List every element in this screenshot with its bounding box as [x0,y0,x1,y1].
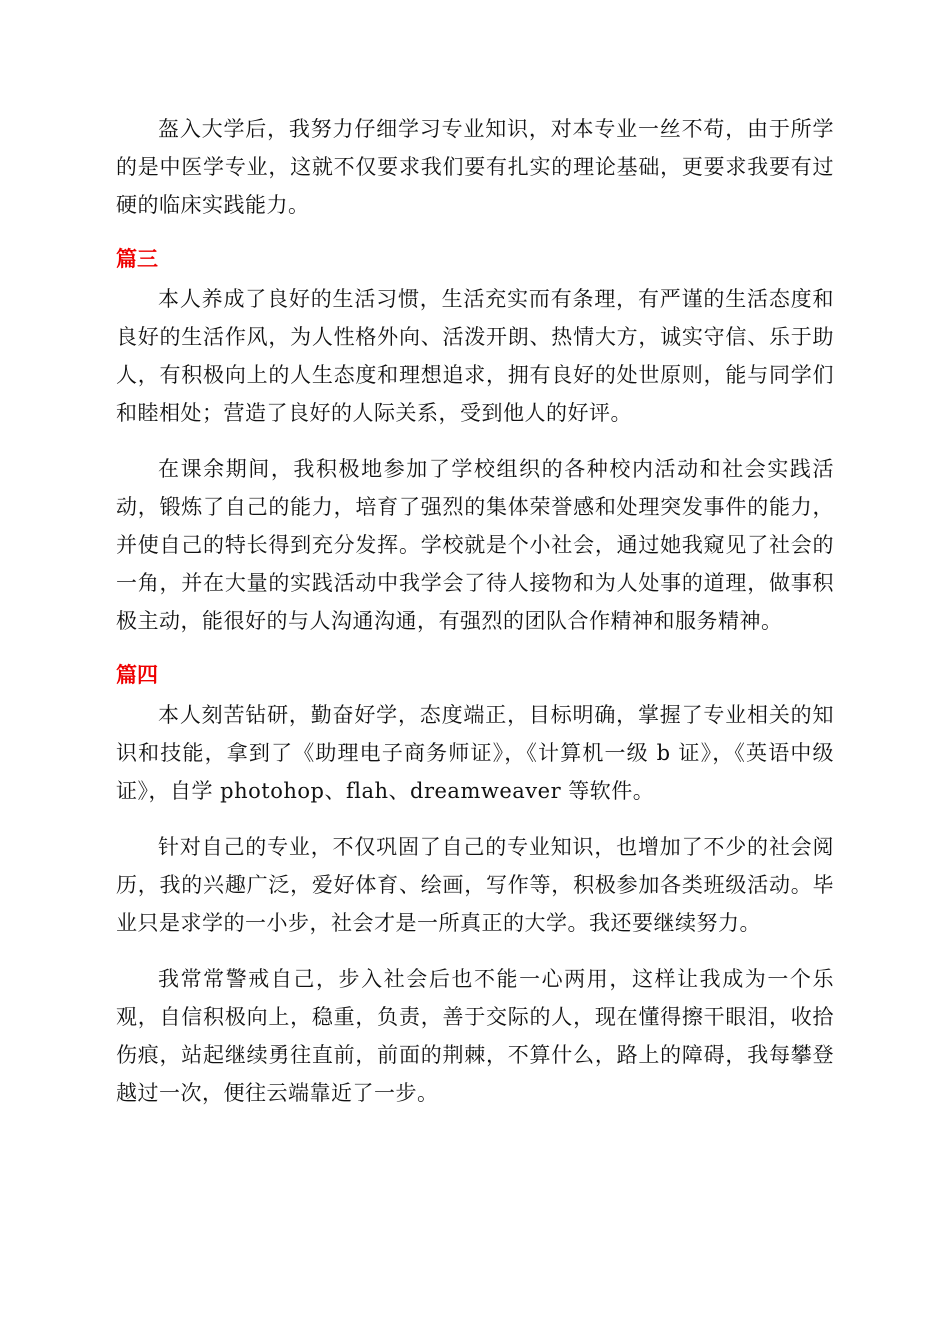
section-heading-3: 篇三 [116,247,158,271]
section-heading-4: 篇四 [116,663,158,687]
paragraph: 盔入大学后，我努力仔细学习专业知识，对本专业一丝不苟，由于所学的是中医学专业，这就不仅要求我们要有扎实的理论基础，更要求我要有过硬的临床实践能力。 [116,117,834,217]
document-body [116,110,834,1130]
paragraph: 本人刻苦钻研，勤奋好学，态度端正，目标明确，掌握了专业相关的知识和技能，拿到了《助理电子商务师证》，《计算机一级 b 证》，《英语中级证》，自学 photohop、flah、dreamweaver 等软件。 [116,703,834,803]
paragraph: 我常常警戒自己，步入社会后也不能一心两用，这样让我成为一个乐观，自信积极向上，稳重，负责，善于交际的人，现在懂得擦干眼泪，收拾伤痕，站起继续勇往直前，前面的荆棘，不算什么，路上的障碍，我每攀登越过一次，便往云端靠近了一步。 [116,967,834,1105]
paragraph: 在课余期间，我积极地参加了学校组织的各种校内活动和社会实践活动，锻炼了自己的能力，培育了强烈的集体荣誉感和处理突发事件的能力，并使自己的特长得到充分发挥。学校就是个小社会，通过她我窥见了社会的一角，并在大量的实践活动中我学会了待人接物和为人处事的道理，做事积极主动，能很好的与人沟通沟通，有强烈的团队合作精神和服务精神。 [116,457,834,633]
paragraph: 本人养成了良好的生活习惯，生活充实而有条理，有严谨的生活态度和良好的生活作风，为人性格外向、活泼开朗、热情大方，诚实守信、乐于助人，有积极向上的人生态度和理想追求，拥有良好的处世原则，能与同学们和睦相处；营造了良好的人际关系，受到他人的好评。 [116,287,834,425]
paragraph: 针对自己的专业，不仅巩固了自己的专业知识，也增加了不少的社会阅历，我的兴趣广泛，爱好体育、绘画，写作等，积极参加各类班级活动。毕业只是求学的一小步，社会才是一所真正的大学。我还要继续努力。 [116,835,834,935]
